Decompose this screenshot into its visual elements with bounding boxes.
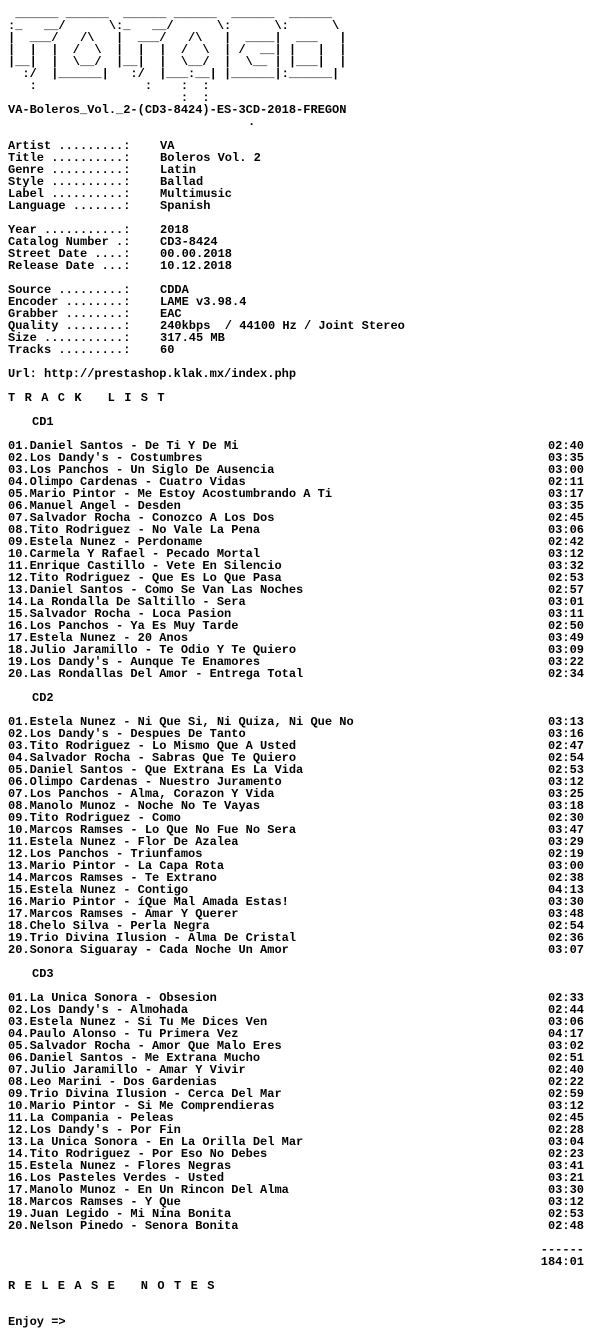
track-duration: 02:11 (547, 475, 584, 489)
track-title: 06.Manuel Angel - Desden (8, 499, 181, 513)
info-row (8, 248, 584, 260)
track-duration: 03:35 (547, 451, 584, 465)
track-title: 11.La Compania - Peleas (8, 1111, 174, 1125)
info-row (8, 320, 584, 332)
track-title: 11.Enrique Castillo - Vete En Silencio (8, 559, 282, 573)
track-duration: 02:36 (547, 931, 584, 945)
track-duration: 02:53 (547, 571, 584, 585)
track-duration: 03:11 (547, 607, 584, 621)
info-key: Grabber ........: (8, 308, 131, 320)
track-duration: 03:07 (547, 943, 584, 957)
info-row (8, 140, 584, 152)
track-duration: 02:23 (547, 1147, 584, 1161)
track-title: 17.Manolo Munoz - En Un Rincon Del Alma (8, 1183, 289, 1197)
track-title: 18.Marcos Ramses - Y Que (8, 1195, 181, 1209)
info-key: Genre ..........: (8, 164, 131, 176)
track-title: 18.Chelo Silva - Perla Negra (8, 919, 210, 933)
info-value: Ballad (160, 176, 204, 188)
spacer (8, 404, 584, 416)
track-duration: 03:29 (547, 835, 584, 849)
track-title: 07.Los Panchos - Alma, Corazon Y Vida (8, 787, 275, 801)
track-title: 13.La Unica Sonora - En La Orilla Del Mar (8, 1135, 304, 1149)
track-duration: 03:06 (547, 523, 584, 537)
track-duration: 02:57 (547, 583, 584, 597)
track-title: 14.Tito Rodriguez - Por Eso No Debes (8, 1147, 268, 1161)
info-row (8, 332, 584, 344)
track-title: 03.Tito Rodriguez - Lo Mismo Que A Usted (8, 739, 297, 753)
track-duration: 02:44 (547, 1003, 584, 1017)
track-title: 17.Marcos Ramses - Amar Y Querer (8, 907, 239, 921)
logo-line: : : (8, 92, 333, 104)
info-row (8, 344, 584, 356)
track-title: 10.Mario Pintor - Si Me Comprendieras (8, 1099, 275, 1113)
info-key: Artist .........: (8, 140, 131, 152)
track-title: 10.Carmela Y Rafael - Pecado Mortal (8, 547, 261, 561)
track-title: 09.Trio Divina Ilusion - Cerca Del Mar (8, 1087, 282, 1101)
track-duration: 03:12 (547, 547, 584, 561)
track-duration: 03:12 (547, 1195, 584, 1209)
track-title: 18.Julio Jaramillo - Te Odio Y Te Quiero (8, 643, 297, 657)
track-title: 15.Salvador Rocha - Loca Pasion (8, 607, 232, 621)
track-duration: 02:33 (547, 991, 584, 1005)
info-value: CDDA (160, 284, 189, 296)
info-row (8, 308, 584, 320)
track-duration: 03:00 (547, 463, 584, 477)
info-value: Latin (160, 164, 197, 176)
track-row (8, 668, 584, 680)
info-value: 240kbps / 44100 Hz / Joint Stereo (160, 320, 405, 332)
spacer (8, 1292, 584, 1304)
track-title: 03.Estela Nunez - Si Tu Me Dices Ven (8, 1015, 268, 1029)
track-duration: 03:18 (547, 799, 584, 813)
track-title: 20.Las Rondallas Del Amor - Entrega Total (8, 667, 304, 681)
track-duration: 04:17 (547, 1027, 584, 1041)
track-duration: 02:48 (547, 1219, 584, 1233)
track-title: 20.Nelson Pinedo - Senora Bonita (8, 1219, 239, 1233)
ascii-logo (8, 8, 584, 104)
track-duration: 02:22 (547, 1075, 584, 1089)
track-row (8, 1220, 584, 1232)
track-duration: 02:45 (547, 1111, 584, 1125)
track-duration: 02:30 (547, 811, 584, 825)
spacer (8, 356, 584, 368)
track-title: 19.Trio Divina Ilusion - Alma De Cristal (8, 931, 297, 945)
info-key: Catalog Number .: (8, 236, 131, 248)
info-key: Language .......: (8, 200, 131, 212)
cd-label: CD2 (32, 692, 54, 704)
track-duration: 03:17 (547, 487, 584, 501)
track-duration: 03:00 (547, 859, 584, 873)
track-duration: 02:59 (547, 1087, 584, 1101)
track-title: 02.Los Dandy's - Costumbres (8, 451, 203, 465)
track-duration: 02:51 (547, 1051, 584, 1065)
track-duration: 03:32 (547, 559, 584, 573)
track-duration: 03:21 (547, 1171, 584, 1185)
nfo-document (8, 8, 584, 1328)
url-line: Url: http://prestashop.klak.mx/index.php (8, 368, 297, 380)
track-duration: 03:12 (547, 775, 584, 789)
info-row (8, 296, 584, 308)
info-row (8, 284, 584, 296)
tracklist-heading: TRACK LIST (8, 392, 175, 404)
track-title: 16.Los Panchos - Ya Es Muy Tarde (8, 619, 239, 633)
track-duration: 02:38 (547, 871, 584, 885)
track-title: 05.Mario Pintor - Me Estoy Acostumbrando A Ti (8, 487, 333, 501)
track-title: 20.Sonora Siguaray - Cada Noche Un Amor (8, 943, 289, 957)
track-duration: 03:48 (547, 907, 584, 921)
info-row (8, 224, 584, 236)
info-group-technical (8, 284, 584, 356)
track-duration: 02:53 (547, 1207, 584, 1221)
track-duration: 03:13 (547, 715, 584, 729)
track-duration: 02:45 (547, 511, 584, 525)
info-row (8, 236, 584, 248)
total-time (8, 1256, 584, 1268)
info-value: 317.45 MB (160, 332, 225, 344)
spacer (8, 212, 584, 224)
track-title: 16.Mario Pintor - íQue Mal Amada Estas! (8, 895, 289, 909)
info-group-general (8, 140, 584, 212)
track-title: 13.Daniel Santos - Como Se Van Las Noches (8, 583, 304, 597)
track-title: 19.Juan Legido - Mi Nina Bonita (8, 1207, 232, 1221)
logo-line: :_ __/ \:_ __/ \: \: \ (8, 20, 340, 32)
spacer (8, 380, 584, 392)
track-title: 09.Tito Rodriguez - Como (8, 811, 181, 825)
logo-line: ______ ______ ______ ______ ______ ______ (8, 8, 333, 20)
info-value: VA (160, 140, 175, 152)
track-duration: 03:49 (547, 631, 584, 645)
track-title: 13.Mario Pintor - La Capa Rota (8, 859, 225, 873)
track-title: 01.La Unica Sonora - Obsesion (8, 991, 217, 1005)
track-row (8, 944, 584, 956)
info-value: Spanish (160, 200, 211, 212)
track-duration: 03:41 (547, 1159, 584, 1173)
release-name-dot: . (248, 116, 256, 128)
info-key: Source .........: (8, 284, 131, 296)
info-key: Tracks .........: (8, 344, 131, 356)
track-duration: 03:09 (547, 643, 584, 657)
total-rule (8, 1244, 584, 1256)
logo-line: | ___/ /\ | ___/ /\ | ____| ___ | (8, 32, 347, 44)
track-duration: 03:35 (547, 499, 584, 513)
track-duration: 02:42 (547, 535, 584, 549)
info-value: Multimusic (160, 188, 233, 200)
logo-line: |__| | \__/ |__| | \__/ | \__ | |___| | (8, 56, 347, 68)
enjoy-line: Enjoy => (8, 1316, 66, 1328)
track-title: 14.Marcos Ramses - Te Extrano (8, 871, 217, 885)
track-title: 17.Estela Nunez - 20 Anos (8, 631, 189, 645)
tracklist (8, 416, 584, 1232)
total-rule-text: ------ (540, 1243, 584, 1257)
track-title: 05.Daniel Santos - Que Extrana Es La Vida (8, 763, 304, 777)
info-value: 2018 (160, 224, 189, 236)
info-key: Title ..........: (8, 152, 131, 164)
track-title: 15.Estela Nunez - Flores Negras (8, 1159, 232, 1173)
info-value: 60 (160, 344, 175, 356)
track-title: 06.Daniel Santos - Me Extrana Mucho (8, 1051, 261, 1065)
track-duration: 02:40 (547, 1063, 584, 1077)
track-duration: 03:02 (547, 1039, 584, 1053)
track-title: 19.Los Dandy's - Aunque Te Enamores (8, 655, 261, 669)
spacer (8, 956, 584, 968)
cd-label: CD1 (32, 416, 54, 428)
spacer (8, 1268, 584, 1280)
spacer (8, 128, 584, 140)
info-value: 00.00.2018 (160, 248, 233, 260)
logo-line: : : : : (8, 80, 333, 92)
track-duration: 02:19 (547, 847, 584, 861)
track-title: 08.Leo Marini - Dos Gardenias (8, 1075, 217, 1089)
logo-line: | | | / \ | | | / \ | / __| | | | (8, 44, 347, 56)
track-title: 07.Julio Jaramillo - Amar Y Vivir (8, 1063, 246, 1077)
track-title: 05.Salvador Rocha - Amor Que Malo Eres (8, 1039, 282, 1053)
track-title: 04.Salvador Rocha - Sabras Que Te Quiero (8, 751, 297, 765)
track-duration: 03:04 (547, 1135, 584, 1149)
track-duration: 02:54 (547, 751, 584, 765)
info-key: Quality ........: (8, 320, 131, 332)
track-title: 03.Los Panchos - Un Siglo De Ausencia (8, 463, 275, 477)
track-title: 10.Marcos Ramses - Lo Que No Fue No Sera (8, 823, 297, 837)
track-duration: 03:01 (547, 595, 584, 609)
track-title: 06.Olimpo Cardenas - Nuestro Juramento (8, 775, 282, 789)
spacer (8, 272, 584, 284)
track-duration: 03:12 (547, 1099, 584, 1113)
track-title: 04.Olimpo Cardenas - Cuatro Vidas (8, 475, 246, 489)
info-value: Boleros Vol. 2 (160, 152, 261, 164)
info-row (8, 176, 584, 188)
info-key: Encoder ........: (8, 296, 131, 308)
release-name: VA-Boleros_Vol._2-(CD3-8424)-ES-3CD-2018-FREGON (8, 104, 347, 116)
track-duration: 02:47 (547, 739, 584, 753)
track-duration: 03:47 (547, 823, 584, 837)
track-title: 15.Estela Nunez - Contigo (8, 883, 189, 897)
track-duration: 02:40 (547, 439, 584, 453)
info-value: EAC (160, 308, 182, 320)
cd-label: CD3 (32, 968, 54, 980)
track-title: 02.Los Dandy's - Almohada (8, 1003, 189, 1017)
track-title: 01.Estela Nunez - Ni Que Si, Ni Quiza, Ni Que No (8, 715, 354, 729)
info-key: Label ..........: (8, 188, 131, 200)
spacer (8, 1304, 584, 1316)
track-duration: 03:30 (547, 1183, 584, 1197)
spacer (8, 1232, 584, 1244)
info-key: Year ...........: (8, 224, 131, 236)
track-title: 01.Daniel Santos - De Ti Y De Mi (8, 439, 239, 453)
spacer (8, 680, 584, 692)
info-value: 10.12.2018 (160, 260, 233, 272)
track-title: 08.Manolo Munoz - Noche No Te Vayas (8, 799, 261, 813)
info-key: Style ..........: (8, 176, 131, 188)
info-key: Street Date ....: (8, 248, 131, 260)
track-title: 07.Salvador Rocha - Conozco A Los Dos (8, 511, 275, 525)
track-title: 12.Los Dandy's - Por Fin (8, 1123, 181, 1137)
track-duration: 02:54 (547, 919, 584, 933)
release-notes-heading: RELEASE NOTES (8, 1280, 224, 1292)
track-duration: 03:30 (547, 895, 584, 909)
info-row (8, 188, 584, 200)
total-time-text: 184:01 (540, 1255, 584, 1269)
track-duration: 03:25 (547, 787, 584, 801)
info-value: CD3-8424 (160, 236, 218, 248)
track-title: 12.Tito Rodriguez - Que Es Lo Que Pasa (8, 571, 282, 585)
info-row (8, 152, 584, 164)
track-title: 16.Los Pasteles Verdes - Usted (8, 1171, 225, 1185)
track-title: 09.Estela Nunez - Perdoname (8, 535, 203, 549)
track-duration: 03:22 (547, 655, 584, 669)
track-title: 11.Estela Nunez - Flor De Azalea (8, 835, 239, 849)
info-key: Release Date ...: (8, 260, 131, 272)
logo-line: :/ |______| :/ |___:__| |______|:______| (8, 68, 340, 80)
track-duration: 02:50 (547, 619, 584, 633)
track-title: 04.Paulo Alonso - Tu Primera Vez (8, 1027, 239, 1041)
info-row (8, 200, 584, 212)
info-group-dates (8, 224, 584, 272)
track-duration: 03:16 (547, 727, 584, 741)
info-key: Size ...........: (8, 332, 131, 344)
track-duration: 03:06 (547, 1015, 584, 1029)
info-row (8, 260, 584, 272)
info-row (8, 164, 584, 176)
track-title: 14.La Rondalla De Saltillo - Sera (8, 595, 246, 609)
track-duration: 02:53 (547, 763, 584, 777)
track-title: 08.Tito Rodriguez - No Vale La Pena (8, 523, 261, 537)
track-title: 02.Los Dandy's - Despues De Tanto (8, 727, 246, 741)
track-title: 12.Los Panchos - Triunfamos (8, 847, 203, 861)
track-duration: 02:34 (547, 667, 584, 681)
track-duration: 02:28 (547, 1123, 584, 1137)
track-duration: 04:13 (547, 883, 584, 897)
info-value: LAME v3.98.4 (160, 296, 247, 308)
